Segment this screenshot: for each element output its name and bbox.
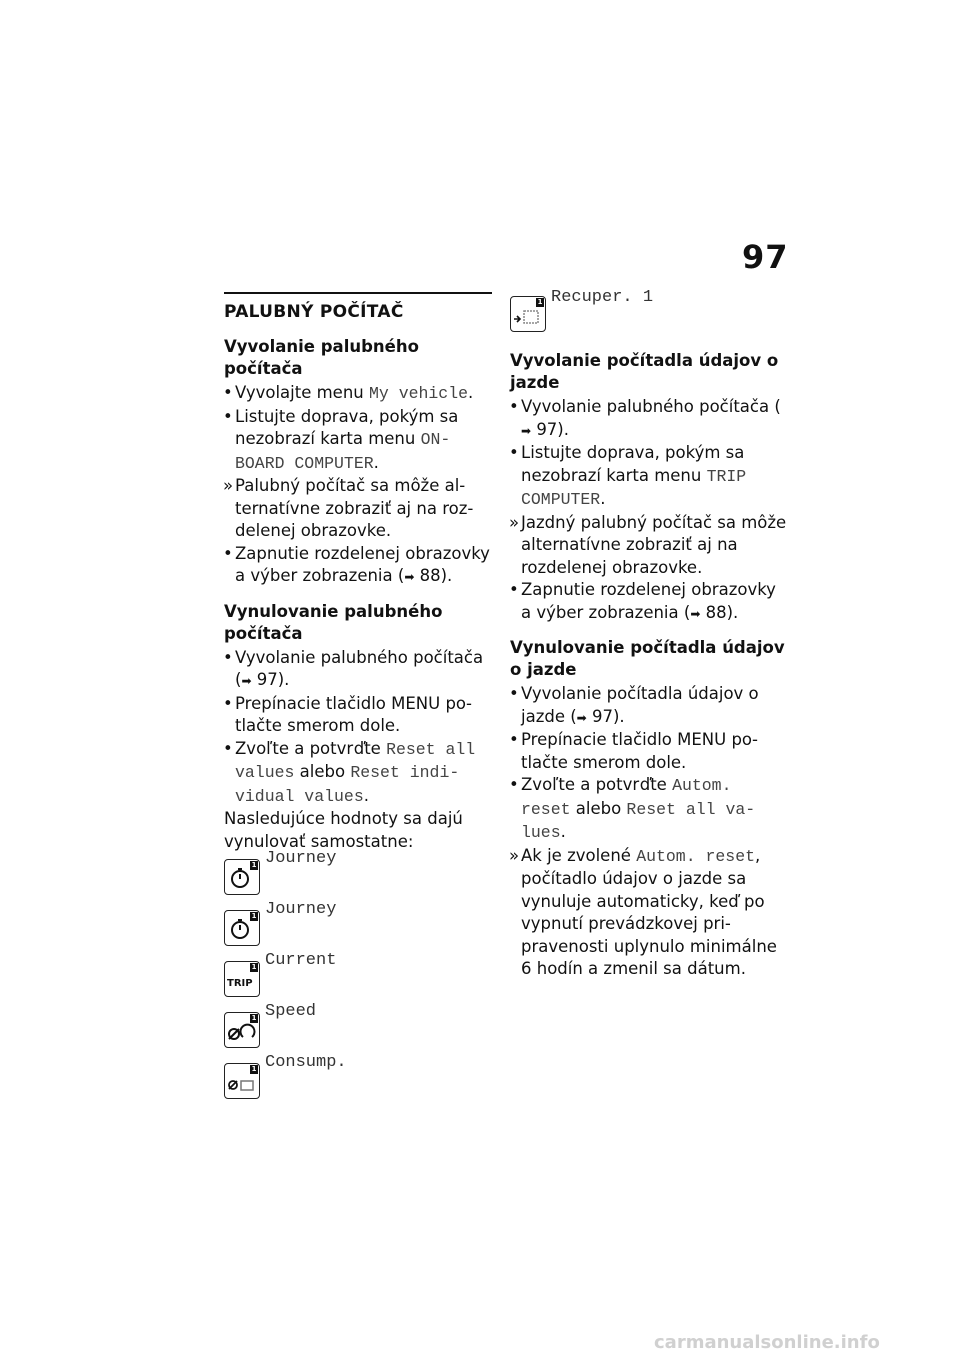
paragraph: Nasledujúce hodnoty sa dajú vynulovať samostatne: (224, 809, 463, 851)
icon-row-journey-2 (224, 900, 492, 955)
value-label: Speed (265, 1002, 317, 1021)
icon-row-current (224, 951, 492, 1006)
badge: 1 (251, 912, 257, 920)
value-label: Recuper. 1 (551, 288, 654, 307)
heading-call-trip: Vyvolanie počítadla údajov o jazde (510, 351, 779, 392)
bullet: • (509, 684, 519, 703)
trip-icon-text: TRIP (227, 978, 253, 989)
icon-row-consumption (224, 1053, 492, 1108)
bullet: • (509, 443, 519, 462)
recuperation-icon (510, 296, 546, 332)
result-item: » Ak je zvolené Autom. reset, počítadlo údajov o jazde sa vynuluje automaticky, keď po vypnutí prevádzkovej pripravenosti uplynulo minimálne 6 hodín a zmenil sa dátum. (509, 845, 777, 978)
list-item: • Zapnutie rozdelenej obrazovky a výber zobrazenia (➡ 88). (510, 579, 790, 625)
bullet: • (223, 383, 233, 402)
watermark-footer: carmanualsonline.info (654, 1332, 880, 1353)
heading-reset-trip: Vynulovanie počítadla údajov o jazde (510, 638, 785, 679)
right-column (509, 288, 790, 981)
value-label: Consump. (265, 1053, 347, 1072)
bullet: • (509, 730, 519, 749)
bullet: • (509, 775, 519, 794)
menu-option: Autom. reset (521, 776, 732, 819)
list-item: • Prepínacie tlačidlo MENU potlačte smerom dole. (223, 693, 472, 735)
badge: 1 (251, 1065, 257, 1073)
menu-name: My vehicle (369, 384, 469, 403)
badge: 1 (537, 298, 543, 306)
value-label: Journey (265, 849, 337, 868)
bullet: • (223, 693, 233, 713)
bullet: • (223, 738, 233, 758)
icon-row-recuperation (510, 288, 790, 350)
section-title: PALUBNÝ POČÍTAČ (224, 302, 404, 322)
icon-row-speed (224, 1002, 492, 1057)
bullet: • (509, 397, 519, 416)
menu-option: Reset all values (521, 799, 756, 842)
list-item: • Vyvolanie počítadla údajov o jazde (➡ 97). (510, 683, 790, 729)
badge: 1 (251, 861, 257, 869)
section-rule (224, 292, 492, 294)
list-item: • Vyvolanie palubného počítača (➡ 97). (510, 396, 790, 442)
page-reference-arrow-icon: ➡ (690, 606, 701, 621)
list-item: • Listujte doprava, pokým sa nezobrazí karta menu ON-BOARD COMPUTER. (223, 406, 459, 473)
result-mark: » (223, 476, 234, 495)
result-item: » Jazdný palubný počítač sa môže alternatívne zobraziť aj na rozdelenej obrazovke. (509, 512, 787, 577)
list-item: • Prepínacie tlačidlo MENU potlačte smerom dole. (509, 730, 758, 772)
average-consumption-icon (224, 1063, 260, 1099)
heading-reset-computer: Vynulovanie palubného počítača (224, 601, 443, 643)
page-reference-arrow-icon: ➡ (241, 674, 252, 688)
bullet: • (223, 406, 233, 426)
result-item: » Palubný počítač sa môže alternatívne zobraziť aj na rozdelenej obrazovke. (223, 476, 474, 540)
menu-name: TRIP COMPUTER (521, 466, 747, 509)
menu-option: Autom. reset (636, 846, 756, 866)
heading-call-computer: Vyvolanie palubného počítača (224, 337, 419, 378)
page-reference-arrow-icon: ➡ (404, 570, 415, 584)
menu-name: ON-BOARD COMPUTER (235, 430, 451, 473)
left-column (224, 292, 492, 1108)
icon-row-journey-1 (224, 849, 492, 904)
menu-option: Reset individual values (235, 763, 460, 806)
list-item: • Vyvolajte menu My vehicle. (223, 383, 474, 403)
result-mark: » (509, 845, 520, 865)
list-item: • Zvoľte a potvrďte Autom. reset alebo Reset all values. (509, 775, 756, 842)
page-reference-arrow-icon: ➡ (576, 710, 587, 725)
value-label: Journey (265, 900, 337, 919)
stopwatch-icon (224, 859, 260, 895)
badge: 1 (251, 1014, 257, 1022)
page-reference-arrow-icon: ➡ (521, 423, 532, 438)
value-label: Current (265, 951, 337, 970)
list-item: • Zapnutie rozdelenej obrazovky a výber zobrazenia (➡ 88). (224, 543, 492, 589)
menu-option: Reset all values (235, 739, 476, 782)
bullet: • (223, 543, 233, 563)
stopwatch-icon (224, 910, 260, 946)
list-item: • Vyvolanie palubného počítača (➡ 97). (224, 647, 492, 693)
page-number: 97 (742, 238, 789, 276)
list-item: • Listujte doprava, pokým sa nezobrazí karta menu TRIP COMPUTER. (509, 443, 747, 509)
badge: 1 (251, 963, 257, 971)
bullet: • (509, 580, 519, 599)
average-speed-icon (224, 1012, 260, 1048)
list-item: • Zvoľte a potvrďte Reset all values alebo Reset individual values. (223, 738, 476, 806)
bullet: • (223, 647, 233, 667)
trip-icon (224, 961, 260, 997)
result-mark: » (509, 512, 520, 532)
